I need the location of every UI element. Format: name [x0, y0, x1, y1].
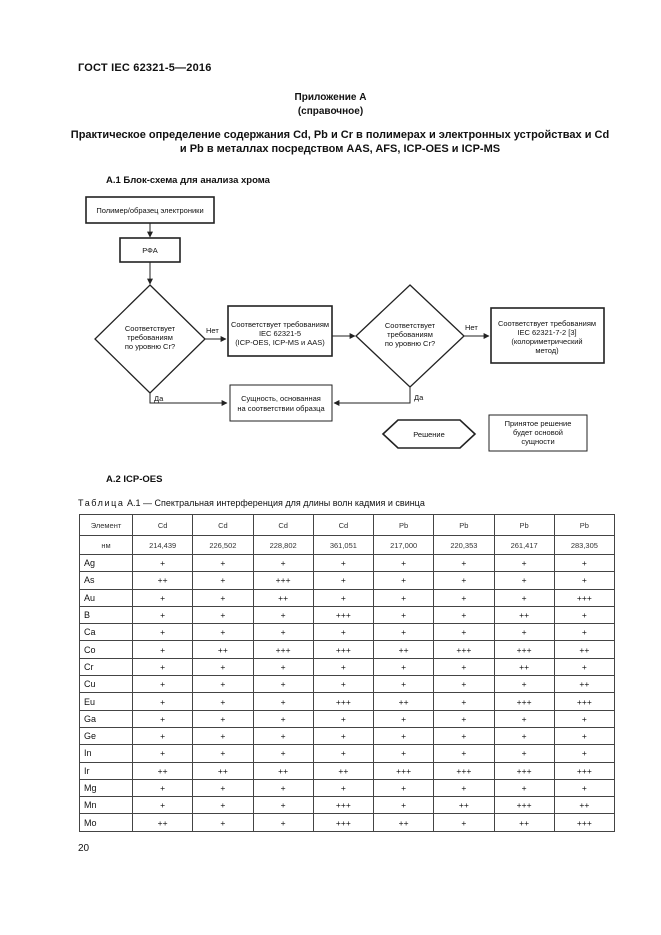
chromium-flowchart [0, 190, 661, 465]
interference-cell: + [494, 779, 554, 796]
header-element-cell: Cd [313, 515, 373, 536]
table-row [80, 762, 615, 779]
table-row [80, 572, 615, 589]
diamond-2-line-3: по уровню Cr? [384, 339, 436, 348]
interference-cell: +++ [313, 641, 373, 658]
interference-cell: ++ [313, 762, 373, 779]
interference-table [79, 514, 615, 832]
interference-cell: ++ [193, 641, 253, 658]
row-element-cell: Co [80, 641, 133, 658]
interference-cell: + [253, 745, 313, 762]
interference-cell: + [193, 555, 253, 572]
table-row [80, 710, 615, 727]
header-wavelength-cell: 361,051 [313, 536, 373, 555]
yes-label-1: Да [154, 394, 164, 403]
interference-cell: ++ [494, 814, 554, 831]
table-row [80, 589, 615, 606]
xrf-box-label: РФА [142, 246, 158, 255]
interference-cell: + [253, 797, 313, 814]
table-row [80, 797, 615, 814]
interference-cell: ++ [374, 693, 434, 710]
interference-cell: +++ [313, 814, 373, 831]
interference-cell: + [434, 658, 494, 675]
interference-cell: ++ [554, 676, 614, 693]
header-element-cell: Pb [494, 515, 554, 536]
legend-decision-label: Решение [413, 430, 445, 439]
legend-note-line-3: сущности [521, 437, 555, 446]
interference-cell: ++ [133, 762, 193, 779]
interference-cell: + [554, 727, 614, 744]
header-wavelength-cell: 261,417 [494, 536, 554, 555]
table-header-wavelengths [80, 536, 615, 555]
interference-cell: ++ [253, 589, 313, 606]
table-caption [78, 498, 425, 508]
interference-cell: + [494, 624, 554, 641]
row-element-cell: Ca [80, 624, 133, 641]
no-label-1: Нет [206, 326, 219, 335]
interference-cell: +++ [374, 762, 434, 779]
interference-cell: ++ [193, 762, 253, 779]
interference-cell: + [253, 710, 313, 727]
interference-cell: + [434, 814, 494, 831]
interference-cell: + [434, 727, 494, 744]
interference-cell: + [133, 606, 193, 623]
interference-cell: + [313, 745, 373, 762]
diamond-2-line-2: требованиям [387, 330, 433, 339]
interference-cell: ++ [554, 797, 614, 814]
table-row [80, 676, 615, 693]
interference-cell: +++ [253, 641, 313, 658]
table-header-elements [80, 515, 615, 536]
interference-cell: + [434, 693, 494, 710]
interference-cell: + [253, 658, 313, 675]
interference-cell: +++ [494, 762, 554, 779]
interference-cell: +++ [434, 762, 494, 779]
interference-cell: + [374, 572, 434, 589]
table-row [80, 624, 615, 641]
header-wavelength-cell: 228,802 [253, 536, 313, 555]
interference-cell: + [133, 693, 193, 710]
header-wavelength-cell: 214,439 [133, 536, 193, 555]
interference-cell: ++ [494, 606, 554, 623]
interference-cell: + [554, 555, 614, 572]
header-wavelength-cell: 283,305 [554, 536, 614, 555]
interference-cell: + [133, 658, 193, 675]
interference-cell: + [193, 589, 253, 606]
legend-note-line-1: Принятое решение [504, 419, 572, 428]
interference-cell: ++ [554, 641, 614, 658]
interference-cell: + [494, 572, 554, 589]
start-box-label: Полимер/образец электроники [96, 206, 204, 215]
interference-cell: + [193, 572, 253, 589]
row-element-cell: Ge [80, 727, 133, 744]
page-number: 20 [78, 843, 90, 854]
interference-cell: + [133, 779, 193, 796]
interference-cell: ++ [434, 797, 494, 814]
table-caption-prefix: Таблица [78, 498, 125, 508]
iec5-line-2: IEC 62321-5 [258, 329, 302, 338]
interference-cell: + [253, 779, 313, 796]
interference-cell: +++ [313, 606, 373, 623]
table-caption-text: А.1 — Спектральная интерференция для длины волн кадмия и свинца [127, 498, 425, 508]
table-row [80, 641, 615, 658]
interference-cell: + [434, 745, 494, 762]
row-element-cell: Cr [80, 658, 133, 675]
interference-cell: + [374, 779, 434, 796]
interference-cell: + [313, 572, 373, 589]
iec72-line-1: Соответствует требованиям [497, 319, 597, 328]
header-element-cell: Pb [554, 515, 614, 536]
interference-cell: + [554, 745, 614, 762]
interference-cell: +++ [494, 641, 554, 658]
interference-cell: + [374, 676, 434, 693]
interference-cell: + [494, 727, 554, 744]
interference-cell: + [133, 589, 193, 606]
table-row [80, 606, 615, 623]
interference-cell: + [133, 555, 193, 572]
interference-cell: + [133, 710, 193, 727]
header-wavelength-cell: 217,000 [374, 536, 434, 555]
interference-cell: + [193, 693, 253, 710]
interference-cell: + [193, 606, 253, 623]
interference-cell: + [313, 624, 373, 641]
interference-cell: + [193, 814, 253, 831]
appendix-title: Приложение А [294, 92, 367, 103]
table-row [80, 779, 615, 796]
row-element-cell: Au [80, 589, 133, 606]
interference-cell: + [193, 745, 253, 762]
row-element-cell: Ga [80, 710, 133, 727]
interference-cell: + [133, 797, 193, 814]
interference-cell: + [253, 814, 313, 831]
row-element-cell: As [80, 572, 133, 589]
interference-cell: + [253, 727, 313, 744]
interference-cell: + [374, 589, 434, 606]
header-wavelength-cell: 226,502 [193, 536, 253, 555]
no-label-2: Нет [465, 323, 478, 332]
interference-cell: + [494, 710, 554, 727]
interference-cell: + [253, 555, 313, 572]
interference-cell: + [313, 555, 373, 572]
header-element-cell: Cd [253, 515, 313, 536]
iec5-line-3: (ICP-OES, ICP-MS и AAS) [235, 338, 325, 347]
interference-cell: + [313, 779, 373, 796]
interference-cell: ++ [133, 572, 193, 589]
interference-cell: ++ [253, 762, 313, 779]
main-title: Практическое определение содержания Cd, Pb и Cr в полимерах и электронных устройствах и Cd и Pb в металлах посредством AAS, AFS, ICP-OES и ICP-MS [70, 129, 610, 155]
interference-cell: +++ [434, 641, 494, 658]
interference-cell: ++ [494, 658, 554, 675]
table-row [80, 814, 615, 831]
interference-cell: + [494, 555, 554, 572]
interference-cell: + [554, 710, 614, 727]
row-element-cell: Mg [80, 779, 133, 796]
section-a1-heading: А.1 Блок-схема для анализа хрома [106, 175, 270, 186]
header-element-label: Элемент [80, 515, 133, 536]
document-header: ГОСТ IEC 62321-5—2016 [78, 62, 212, 74]
interference-cell: + [434, 572, 494, 589]
interference-cell: + [133, 676, 193, 693]
interference-cell: + [434, 779, 494, 796]
interference-cell: + [133, 727, 193, 744]
interference-cell: + [193, 624, 253, 641]
diamond-1-line-1: Соответствует [124, 324, 176, 333]
interference-cell: + [494, 745, 554, 762]
section-a2-heading: А.2 ICP-OES [106, 474, 163, 485]
interference-cell: + [193, 797, 253, 814]
interference-cell: + [374, 606, 434, 623]
row-element-cell: Cu [80, 676, 133, 693]
interference-cell: + [253, 676, 313, 693]
interference-cell: + [253, 624, 313, 641]
interference-cell: + [193, 727, 253, 744]
table-row [80, 693, 615, 710]
table-row [80, 727, 615, 744]
interference-cell: +++ [554, 814, 614, 831]
essence-box [230, 385, 332, 421]
essence-line-1: Сущность, основанная [241, 394, 321, 403]
row-element-cell: B [80, 606, 133, 623]
table-row [80, 555, 615, 572]
interference-cell: + [434, 589, 494, 606]
interference-cell: + [133, 624, 193, 641]
interference-cell: + [494, 676, 554, 693]
interference-cell: ++ [374, 814, 434, 831]
interference-cell: + [253, 693, 313, 710]
row-element-cell: Mo [80, 814, 133, 831]
row-element-cell: In [80, 745, 133, 762]
interference-cell: + [133, 641, 193, 658]
interference-cell: + [374, 727, 434, 744]
row-element-cell: Ir [80, 762, 133, 779]
interference-cell: + [253, 606, 313, 623]
iec72-line-2: IEC 62321-7-2 [3] [517, 328, 577, 337]
appendix-subtitle: (справочное) [297, 106, 364, 117]
interference-cell: + [193, 658, 253, 675]
interference-cell: + [374, 624, 434, 641]
interference-cell: + [554, 779, 614, 796]
header-element-cell: Pb [374, 515, 434, 536]
interference-cell: + [434, 624, 494, 641]
interference-cell: +++ [554, 693, 614, 710]
interference-cell: ++ [374, 641, 434, 658]
interference-cell: + [554, 572, 614, 589]
interference-cell: + [313, 727, 373, 744]
interference-cell: + [434, 555, 494, 572]
interference-cell: + [434, 606, 494, 623]
interference-cell: + [374, 797, 434, 814]
header-element-cell: Pb [434, 515, 494, 536]
interference-cell: + [193, 710, 253, 727]
interference-cell: +++ [313, 797, 373, 814]
interference-cell: + [374, 710, 434, 727]
interference-cell: + [434, 710, 494, 727]
interference-cell: +++ [554, 589, 614, 606]
header-wavelength-cell: 220,353 [434, 536, 494, 555]
iec72-line-4: метод) [535, 346, 559, 355]
interference-cell: ++ [133, 814, 193, 831]
iec5-line-1: Соответствует требованиям [230, 320, 330, 329]
interference-cell: +++ [253, 572, 313, 589]
interference-cell: +++ [554, 762, 614, 779]
interference-cell: + [554, 606, 614, 623]
header-element-cell: Cd [193, 515, 253, 536]
header-unit-label: нм [80, 536, 133, 555]
essence-line-2: на соответствии образца [237, 404, 325, 413]
interference-cell: + [313, 658, 373, 675]
table-row [80, 658, 615, 675]
interference-cell: + [313, 676, 373, 693]
yes-label-2: Да [414, 393, 424, 402]
table-row [80, 745, 615, 762]
interference-cell: + [133, 745, 193, 762]
interference-cell: +++ [494, 693, 554, 710]
diamond-1-line-2: требованиям [127, 333, 173, 342]
iec72-line-3: (колориметрический [511, 337, 583, 346]
interference-cell: + [313, 710, 373, 727]
interference-cell: + [494, 589, 554, 606]
interference-cell: + [434, 676, 494, 693]
row-element-cell: Eu [80, 693, 133, 710]
header-element-cell: Cd [133, 515, 193, 536]
interference-cell: + [193, 676, 253, 693]
diamond-2-line-1: Соответствует [384, 321, 436, 330]
interference-cell: +++ [494, 797, 554, 814]
interference-cell: + [554, 624, 614, 641]
row-element-cell: Mn [80, 797, 133, 814]
interference-cell: + [193, 779, 253, 796]
interference-cell: + [374, 555, 434, 572]
row-element-cell: Ag [80, 555, 133, 572]
interference-cell: + [554, 658, 614, 675]
diamond-1-line-3: по уровню Cr? [124, 342, 176, 351]
interference-cell: + [374, 745, 434, 762]
legend-note-line-2: будет основой [513, 428, 563, 437]
interference-cell: +++ [313, 693, 373, 710]
interference-cell: + [313, 589, 373, 606]
interference-cell: + [374, 658, 434, 675]
